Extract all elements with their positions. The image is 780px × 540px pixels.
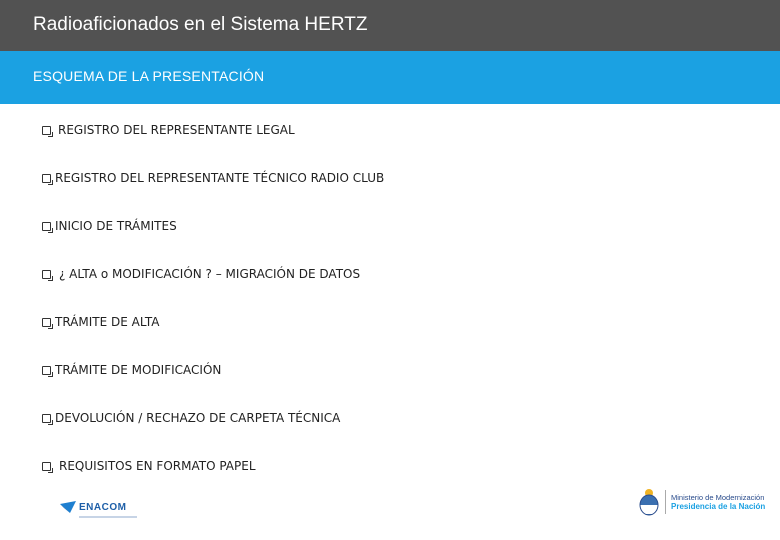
agenda-item bbox=[42, 312, 160, 332]
enacom-wordmark: ENACOM bbox=[79, 501, 127, 513]
header-bar bbox=[0, 0, 780, 51]
ministerio-text bbox=[671, 493, 765, 511]
checkbox-bullet-icon bbox=[42, 414, 51, 423]
agenda-item-label: TRÁMITE DE MODIFICACIÓN bbox=[55, 363, 222, 377]
national-shield-icon bbox=[638, 487, 660, 517]
checkbox-bullet-icon bbox=[42, 318, 51, 327]
agenda-item-label: REGISTRO DEL REPRESENTANTE TÉCNICO RADIO CLUB bbox=[55, 171, 385, 185]
checkbox-bullet-icon bbox=[42, 270, 51, 279]
agenda-item-label: TRÁMITE DE ALTA bbox=[55, 315, 160, 329]
agenda-item-label: REQUISITOS EN FORMATO PAPEL bbox=[59, 459, 256, 473]
agenda-item-label: DEVOLUCIÓN / RECHAZO DE CARPETA TÉCNICA bbox=[55, 411, 341, 425]
agenda-item-label: ¿ ALTA o MODIFICACIÓN ? – MIGRACIÓN DE DATOS bbox=[59, 267, 361, 281]
ministerio-line2: Presidencia de la Nación bbox=[671, 502, 766, 511]
enacom-logo bbox=[60, 501, 126, 513]
presentation-title: Radioaficionados en el Sistema HERTZ bbox=[33, 14, 368, 35]
agenda-item-label: REGISTRO DEL REPRESENTANTE LEGAL bbox=[58, 123, 295, 137]
agenda-item bbox=[42, 216, 177, 236]
agenda-item bbox=[42, 360, 221, 380]
checkbox-bullet-icon bbox=[42, 174, 51, 183]
ministerio-line1: Ministerio de Modernización bbox=[671, 493, 765, 502]
checkbox-bullet-icon bbox=[42, 222, 51, 231]
agenda-item bbox=[42, 120, 295, 140]
ministerio-logo bbox=[638, 487, 765, 517]
checkbox-bullet-icon bbox=[42, 462, 51, 471]
logo-divider bbox=[665, 490, 666, 514]
section-title: ESQUEMA DE LA PRESENTACIÓN bbox=[33, 68, 265, 84]
agenda-item bbox=[42, 168, 384, 188]
agenda-item-label: INICIO DE TRÁMITES bbox=[55, 219, 177, 233]
agenda-item bbox=[42, 456, 256, 476]
agenda-item bbox=[42, 408, 340, 428]
section-band bbox=[0, 51, 780, 104]
enacom-mark-icon bbox=[60, 501, 76, 513]
enacom-tagline bbox=[79, 516, 137, 518]
checkbox-bullet-icon bbox=[42, 366, 51, 375]
checkbox-bullet-icon bbox=[42, 126, 51, 135]
agenda-item bbox=[42, 264, 360, 284]
